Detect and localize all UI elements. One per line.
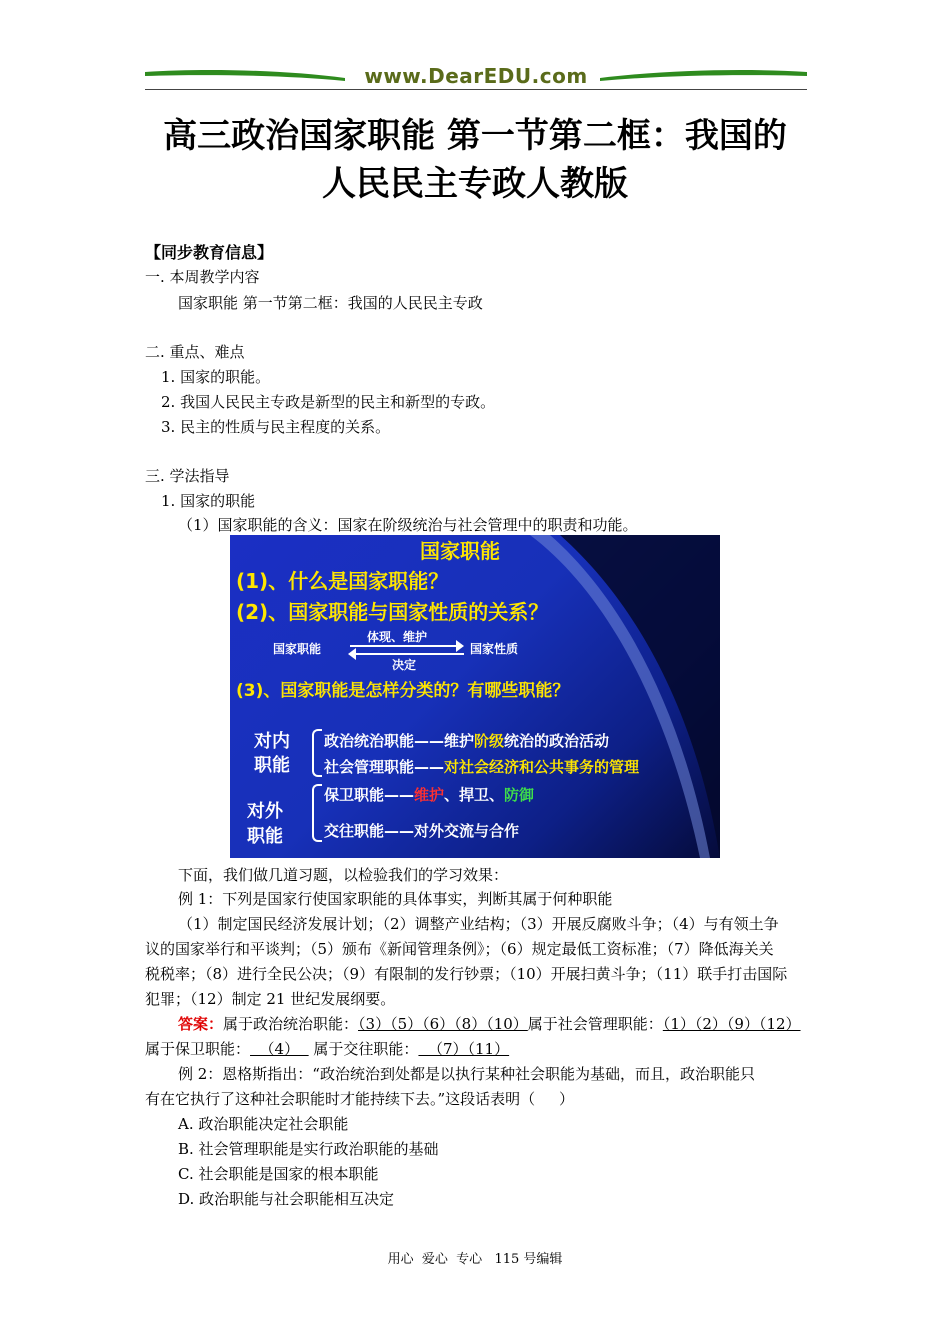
slide-internal-row-1 xyxy=(324,730,609,751)
section3-heading: 三. 学法指导 xyxy=(145,467,230,485)
page-footer: 用心 爱心 专心 115 号编辑 xyxy=(387,1252,563,1267)
section3-sub-1: （1）国家职能的含义：国家在阶级统治与社会管理中的职责和功能。 xyxy=(178,516,638,534)
slide-arrow-left xyxy=(354,653,464,655)
example-1-answer-line-1 xyxy=(178,1014,801,1034)
section2-item-2: 2. 我国人民民主专政是新型的民主和新型的专政。 xyxy=(161,393,496,411)
slide-question-2: (2)、国家职能与国家性质的关系？ xyxy=(236,600,549,624)
slide-internal-label-1: 对内 xyxy=(254,731,290,752)
slide-external-row-1-b: 维护 xyxy=(414,786,445,804)
section3-item-1: 1. 国家的职能 xyxy=(161,492,256,510)
section-heading: 【同步教育信息】 xyxy=(145,243,274,262)
slide-question-3: (3)、国家职能是怎样分类的？有哪些职能？ xyxy=(236,681,570,701)
slide-arrow-top-label: 体现、维护 xyxy=(367,630,428,644)
example-1-line-1: （1）制定国民经济发展计划；（2）调整产业结构；（3）开展反腐败斗争；（4）与有领土争 xyxy=(178,915,779,933)
example-1-question: 例 1：下列是国家行使国家职能的具体事实，判断其属于何种职能 xyxy=(178,890,613,908)
slide-left-term: 国家职能 xyxy=(273,642,322,656)
example-1-line-2: 议的国家举行和平谈判；（5）颁布《新闻管理条例》；（6）规定最低工资标准；（7）降低海关关 xyxy=(145,940,774,958)
example-1-line-3: 税税率；（8）进行全民公决；（9）有限制的发行钞票；（10）开展扫黄斗争；（11）联手打击国际 xyxy=(145,965,788,983)
slide-external-row-1 xyxy=(324,784,534,805)
example-1-answer-line-2 xyxy=(145,1039,509,1059)
answer-social-prefix: 属于社会管理职能： xyxy=(527,1015,663,1033)
answer-political-prefix: 属于政治统治职能： xyxy=(223,1015,359,1033)
site-name[interactable]: www.DearEDU.com xyxy=(364,64,588,88)
slide-internal-row-1-b: 阶级 xyxy=(474,732,505,750)
example-2-line-1: 例 2：恩格斯指出：“政治统治到处都是以执行某种社会职能为基础，而且，政治职能只 xyxy=(178,1065,755,1083)
document-title xyxy=(120,112,830,208)
answer-label: 答案： xyxy=(178,1015,224,1033)
slide-right-term: 国家性质 xyxy=(470,642,519,656)
arrow-left-icon xyxy=(348,648,358,660)
slide-internal-row-2-a: 社会管理职能—— xyxy=(324,758,445,776)
site-banner xyxy=(145,62,807,92)
slide-internal-brace xyxy=(312,729,322,777)
example-2-option-c: C. 社会职能是国家的根本职能 xyxy=(178,1165,379,1183)
section1-content: 国家职能 第一节第二框：我国的人民民主专政 xyxy=(178,294,483,312)
slide-image-state-functions xyxy=(230,535,720,858)
example-2-line-2: 有在它执行了这种社会职能时才能持续下去。”这段话表明（ ） xyxy=(145,1090,575,1108)
section2-item-3: 3. 民主的性质与民主程度的关系。 xyxy=(161,418,391,436)
example-2-option-a: A. 政治职能决定社会职能 xyxy=(178,1115,349,1133)
slide-title: 国家职能 xyxy=(420,539,500,563)
example-1-line-4: 犯罪；（12）制定 21 世纪发展纲要。 xyxy=(145,990,396,1008)
answer-defense: （4） xyxy=(250,1040,309,1058)
slide-arrow-right xyxy=(350,645,460,647)
example-2-option-b: B. 社会管理职能是实行政治职能的基础 xyxy=(178,1140,439,1158)
answer-exchange: （7）（11） xyxy=(418,1040,510,1058)
slide-external-label-2: 职能 xyxy=(247,826,283,847)
slide-external-row-1-d: 防御 xyxy=(504,786,535,804)
title-line-2: 人民民主专政人教版 xyxy=(322,164,628,204)
slide-external-row-1-a: 保卫职能—— xyxy=(324,786,415,804)
slide-external-brace xyxy=(312,784,322,842)
answer-defense-prefix: 属于保卫职能： xyxy=(145,1040,251,1058)
slide-external-label-1: 对外 xyxy=(247,801,283,822)
answer-social: （1）（2）（9）（12） xyxy=(662,1015,801,1033)
answer-political: （3）（5）（6）（8）（10） xyxy=(358,1015,528,1033)
slide-external-row-2: 交往职能——对外交流与合作 xyxy=(324,822,520,840)
slide-internal-row-1-a: 政治统治职能——维护 xyxy=(324,732,475,750)
slide-internal-row-1-c: 统治的政治活动 xyxy=(504,732,610,750)
answer-exchange-prefix: 属于交往职能： xyxy=(313,1040,419,1058)
slide-internal-row-2-b: 对社会经济和公共事务的管理 xyxy=(444,758,640,776)
slide-external-row-1-c: 、捍卫、 xyxy=(444,786,505,804)
section2-item-1: 1. 国家的职能。 xyxy=(161,368,271,386)
practice-intro: 下面，我们做几道习题，以检验我们的学习效果： xyxy=(178,866,509,884)
section2-heading: 二. 重点、难点 xyxy=(145,343,245,361)
banner-rule xyxy=(145,89,807,90)
example-2-option-d: D. 政治职能与社会职能相互决定 xyxy=(178,1190,395,1208)
section1-heading: 一. 本周教学内容 xyxy=(145,268,260,286)
slide-question-1: (1)、什么是国家职能？ xyxy=(236,569,449,593)
title-line-1: 高三政治国家职能 第一节第二框：我国的 xyxy=(163,116,787,156)
slide-arrow-bottom-label: 决定 xyxy=(392,658,417,672)
slide-internal-label-2: 职能 xyxy=(254,755,290,776)
arrow-right-icon xyxy=(456,640,466,652)
slide-internal-row-2 xyxy=(324,756,639,777)
